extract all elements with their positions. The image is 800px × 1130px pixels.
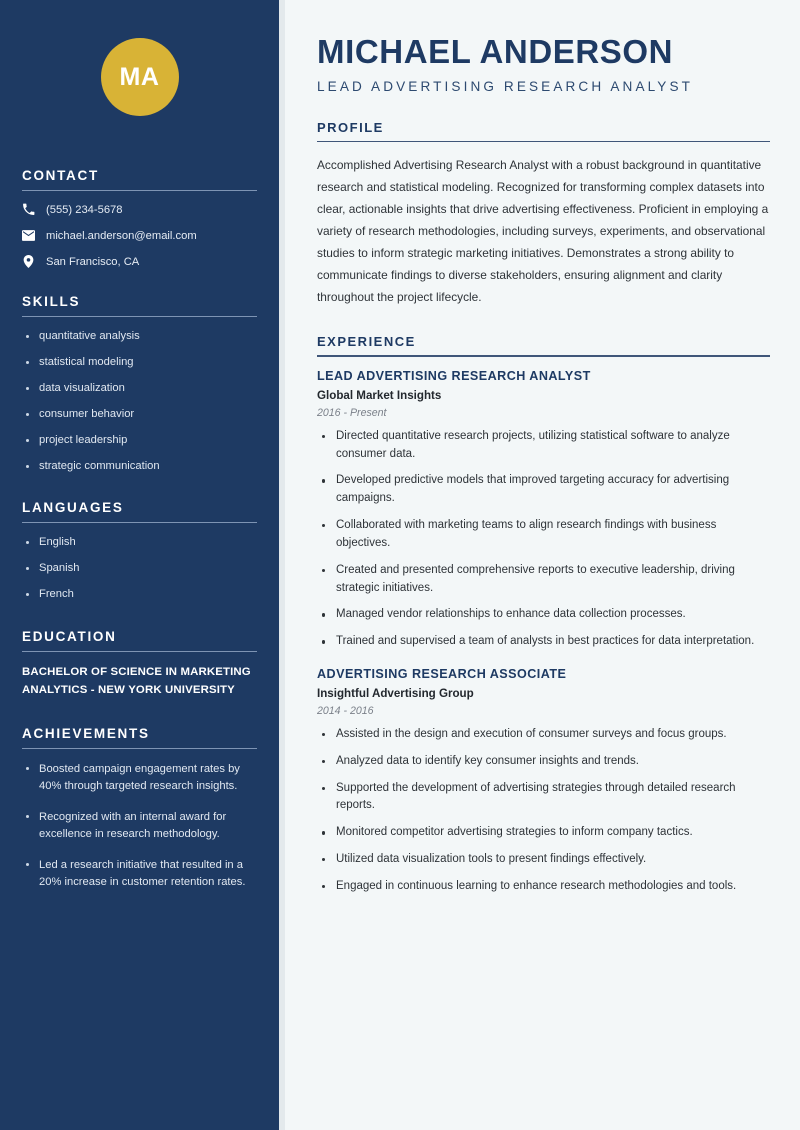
profile-section (317, 120, 770, 309)
experience-section (317, 334, 770, 895)
avatar: MA (101, 38, 179, 116)
languages-section (22, 500, 257, 603)
list-item: French (22, 587, 257, 603)
list-item: Analyzed data to identify key consumer insights and trends. (319, 753, 770, 771)
skills-section-title: SKILLS (22, 294, 81, 309)
job-role: ADVERTISING RESEARCH ASSOCIATE (317, 666, 567, 681)
skills-list (22, 329, 257, 474)
contact-divider (22, 190, 257, 191)
list-item: Supported the development of advertising strategies through detailed research reports. (319, 780, 770, 816)
contact-row-phone[interactable] (22, 203, 257, 216)
experience-divider (317, 355, 770, 356)
job-role: LEAD ADVERTISING RESEARCH ANALYST (317, 368, 591, 383)
map-pin-icon (22, 255, 35, 268)
phone-icon (22, 203, 35, 216)
list-item: Utilized data visualization tools to present findings effectively. (319, 851, 770, 869)
contact-row-email[interactable] (22, 229, 257, 242)
education-divider (22, 651, 257, 652)
list-item: Engaged in continuous learning to enhance research methodologies and tools. (319, 878, 770, 896)
achievements-list (22, 761, 257, 891)
list-item: Assisted in the design and execution of consumer surveys and focus groups. (319, 726, 770, 744)
list-item: Collaborated with marketing teams to align research findings with business objectives. (319, 517, 770, 553)
achievements-divider (22, 748, 257, 749)
contact-email-value: michael.anderson@email.com (46, 229, 197, 242)
job-company: Global Market Insights (317, 388, 442, 402)
list-item: Created and presented comprehensive reports to executive leadership, driving strategic initiatives. (319, 562, 770, 598)
page-title: MICHAEL ANDERSON (317, 33, 674, 70)
languages-section-title: LANGUAGES (22, 500, 124, 516)
languages-divider (22, 522, 257, 523)
list-item: statistical modeling (22, 355, 257, 371)
avatar-container (22, 0, 257, 116)
list-item: project leadership (22, 433, 257, 449)
list-item: consumer behavior (22, 407, 257, 423)
languages-list (22, 535, 257, 603)
experience-section-title: EXPERIENCE (317, 334, 416, 350)
list-item: Managed vendor relationships to enhance data collection processes. (319, 606, 770, 624)
job-company: Insightful Advertising Group (317, 686, 474, 700)
achievements-section (22, 726, 257, 891)
job-bullet-list (317, 726, 770, 896)
experience-entry-2 (317, 667, 770, 896)
list-item: Boosted campaign engagement rates by 40% through targeted research insights. (22, 761, 257, 795)
profile-divider (317, 141, 770, 142)
experience-entry-1 (317, 369, 770, 651)
skills-divider (22, 316, 257, 317)
profile-section-title: PROFILE (317, 119, 384, 135)
job-dates: 2016 - Present (317, 406, 387, 419)
list-item: Developed predictive models that improved targeting accuracy for advertising campaigns. (319, 472, 770, 508)
list-item: Monitored competitor advertising strategies to inform company tactics. (319, 824, 770, 842)
contact-row-location[interactable] (22, 255, 257, 268)
list-item: strategic communication (22, 459, 257, 475)
job-bullet-list (317, 428, 770, 651)
list-item: Recognized with an internal award for excellence in research methodology. (22, 809, 257, 843)
envelope-icon (22, 229, 35, 242)
achievements-section-title: ACHIEVEMENTS (22, 725, 150, 741)
education-degree: BACHELOR OF SCIENCE IN MARKETING ANALYTICS - NEW YORK UNIVERSITY (22, 666, 251, 696)
skills-section (22, 294, 257, 474)
list-item: English (22, 535, 257, 551)
list-item: Trained and supervised a team of analysts in best practices for data interpretation. (319, 633, 770, 651)
list-item: Directed quantitative research projects, utilizing statistical software to analyze consumer data. (319, 428, 770, 464)
education-section-title: EDUCATION (22, 629, 117, 645)
list-item: data visualization (22, 381, 257, 397)
contact-section (22, 168, 257, 268)
list-item: Led a research initiative that resulted in a 20% increase in customer retention rates. (22, 857, 257, 891)
sidebar (0, 0, 279, 1130)
job-headline: LEAD ADVERTISING RESEARCH ANALYST (317, 78, 694, 94)
contact-section-title: CONTACT (22, 168, 99, 183)
profile-text: Accomplished Advertising Research Analyst with a robust background in quantitative research and statistical modeling. Recognized for transforming complex datasets into clear, actionable insights that drive advertising effectiveness. Proficient in employing a variety of research methodologies, including surveys, experiments, and observational studies to inform strategic marketing initiatives. Demonstrates a strong ability to communicate findings to diverse stakeholders, ensuring alignment and clarity throughout the project lifecycle. (317, 158, 769, 305)
contact-location-value: San Francisco, CA (46, 255, 140, 268)
main-content (285, 0, 800, 1130)
job-dates: 2014 - 2016 (317, 704, 374, 717)
list-item: Spanish (22, 561, 257, 577)
contact-phone-value: (555) 234-5678 (46, 203, 123, 216)
education-section (22, 629, 257, 699)
list-item: quantitative analysis (22, 329, 257, 345)
